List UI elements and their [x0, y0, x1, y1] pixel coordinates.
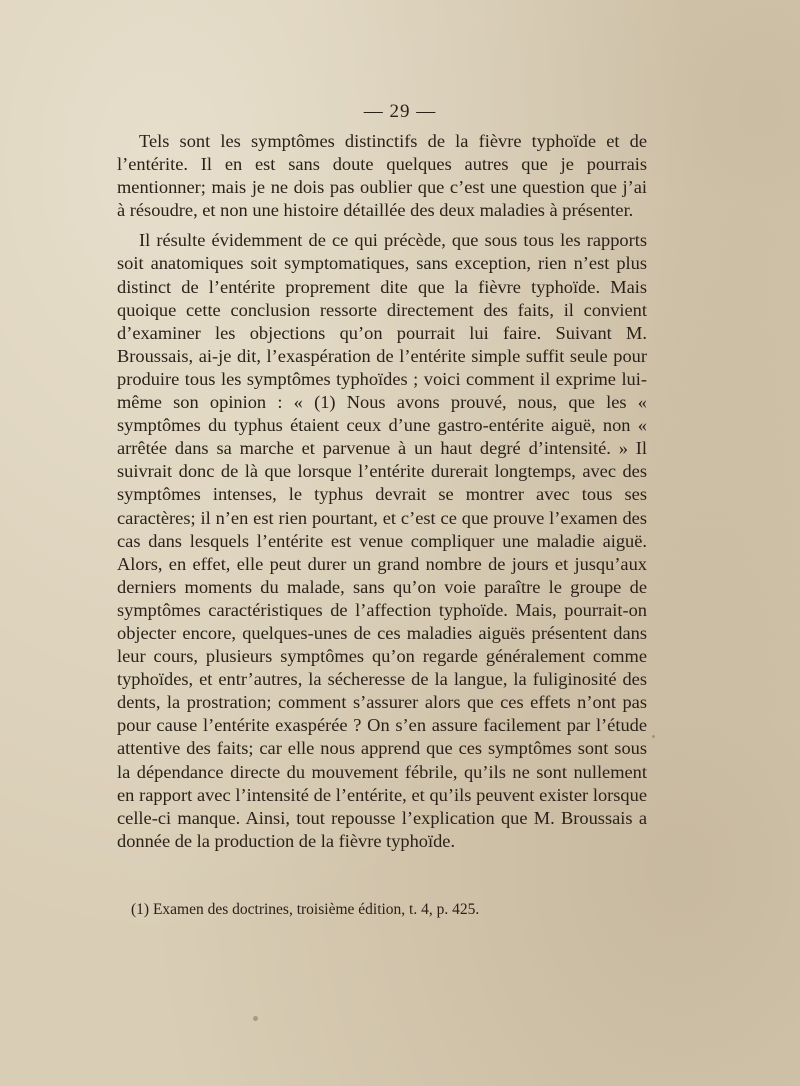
page-number: — 29 —: [363, 101, 437, 122]
paragraph-1: Tels sont les symptômes distinctifs de la fièvre typhoïde et de l’entérite. Il en est sans doute quelques autres que je pourrais mentionner; mais je ne dois pas oublier que c’est une question que j’ai à résoudre, et non une histoire détaillée des deux maladies à présenter.: [117, 131, 647, 221]
paragraph-2: Il résulte évidemment de ce qui précède, que sous tous les rapports soit anatomiques soit symptomatiques, sans exception, rien n’est plus distinct de l’entérite proprement dite que la fièvre typhoïde. Mais quoique cette conclusion ressorte directement des faits, il convient d’examiner les objections qu’on pourrait lui faire. Suivant M. Broussais, ai-je dit, l’exaspération de l’entérite simple suffit seule pour produire tous les symptômes typhoïdes ; voici comment il exprime lui-même son opinion : « (1) Nous avons prouvé, nous, que les « symptômes du typhus étaient ceux d’une gastro-entérite aiguë, non « arrêtée dans sa marche et parvenue à un haut degré d’intensité. » Il suivrait donc de là que lorsque l’entérite durerait longtemps, avec des symptômes intenses, le typhus devrait se montrer avec tous ses caractères; il n’en est rien pourtant, et c’est ce que prouve l’examen des cas dans lesquels l’entérite est venue compliquer une maladie aiguë. Alors, en effet, elle peut durer un grand nombre de jours et jusqu’aux derniers moments du malade, sans qu’on voie paraître le groupe de symptômes caractéristiques de l’affection typhoïde. Mais, pourrait-on objecter encore, quelques-unes de ces maladies aiguës présentent dans leur cours, plusieurs symptômes qu’on regarde généralement comme typhoïdes, et entr’autres, la sécheresse de la langue, la fuliginosité des dents, la prostration; comment s’assurer alors que ces effets n’ont pas pour cause l’entérite exaspérée ? On s’en assure facilement par l’étude attentive des faits; car elle nous apprend que ces symptômes sont sous la dépendance directe du mouvement fébrile, qu’ils ne sont nullement en rapport avec l’intensité de l’entérite, et qu’ils peuvent exister lorsque celle-ci manque. Ainsi, tout repousse l’explication que M. Broussais a donnée de la production de la fièvre typhoïde.: [117, 230, 647, 851]
paper-spot: [253, 1016, 258, 1021]
paper-spot: [652, 735, 655, 738]
body-text: [117, 130, 647, 860]
footnote: (1) Examen des doctrines, troisième édition, t. 4, p. 425.: [131, 901, 480, 918]
